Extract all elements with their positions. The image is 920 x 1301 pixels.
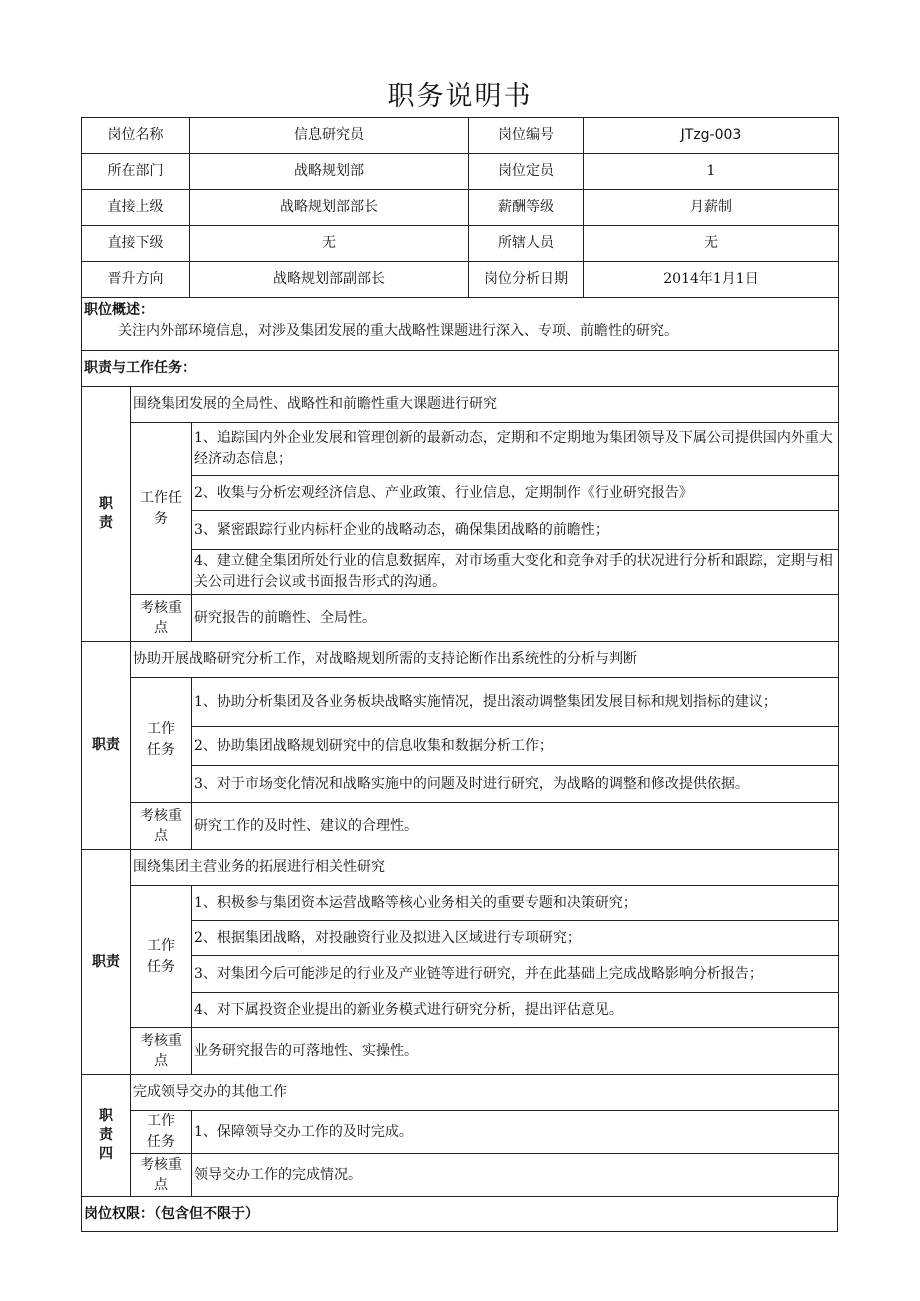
task-item: 3、紧密跟踪行业内标杆企业的战略动态，确保集团战略的前瞻性； [192,511,839,550]
header-row [82,154,839,190]
task-row [82,476,839,511]
header-value: 战略规划部 [190,154,469,190]
header-label: 晋升方向 [82,262,190,298]
duty-title-row [82,642,839,678]
duty-title: 围绕集团主营业务的拓展进行相关性研究 [131,850,839,886]
duty-title: 协助开展战略研究分析工作，对战略规划所需的支持论断作出系统性的分析与判断 [131,642,839,678]
task-item: 3、对集团今后可能涉足的行业及产业链等进行研究，并在此基础上完成战略影响分析报告； [192,956,839,993]
duty-title-row [82,1075,839,1111]
overview-row [82,298,839,351]
review-row [82,595,839,642]
task-row [82,423,839,476]
review-row [82,1028,839,1075]
duty-title-row [82,387,839,423]
header-label: 薪酬等级 [469,190,584,226]
rights-row [82,1197,838,1232]
task-item: 1、协助分析集团及各业务板块战略实施情况，提出滚动调整集团发展目标和规划指标的建议； [192,678,839,727]
review-row [82,803,839,850]
duty-label: 职责 [82,642,131,850]
task-label: 工作 任务 [131,886,192,1028]
page-title: 职务说明书 [387,81,533,112]
task-label: 工作 任务 [131,1111,192,1154]
task-row [82,1111,839,1154]
duty-label: 职 责 [82,387,131,642]
review-text: 业务研究报告的可落地性、实操性。 [192,1028,839,1075]
task-row [82,727,839,766]
job-description-document [81,117,838,1232]
duty-label: 职责 [82,850,131,1075]
header-value: 无 [584,226,839,262]
task-item: 1、积极参与集团资本运营战略等核心业务相关的重要专题和决策研究； [192,886,839,921]
header-label: 岗位定员 [469,154,584,190]
review-label: 考核重 点 [131,1154,192,1197]
duty-title: 完成领导交办的其他工作 [131,1075,839,1111]
header-value: 信息研究员 [190,118,469,154]
header-row [82,190,839,226]
review-text: 领导交办工作的完成情况。 [192,1154,839,1197]
review-text: 研究工作的及时性、建议的合理性。 [192,803,839,850]
task-row [82,956,839,993]
header-row [82,226,839,262]
header-table [81,117,839,387]
header-value: 月薪制 [584,190,839,226]
overview-heading: 职位概述： [84,302,154,318]
review-label: 考核重 点 [131,595,192,642]
task-row [82,678,839,727]
duty-title: 围绕集团发展的全局性、战略性和前瞻性重大课题进行研究 [131,387,839,423]
task-row [82,921,839,956]
review-label: 考核重 点 [131,1028,192,1075]
task-row [82,766,839,803]
header-label: 直接下级 [82,226,190,262]
task-row [82,550,839,595]
header-label: 岗位名称 [82,118,190,154]
task-item: 2、根据集团战略，对投融资行业及拟进入区域进行专项研究； [192,921,839,956]
header-row [82,262,839,298]
duty-title-row [82,850,839,886]
task-row [82,886,839,921]
header-label: 直接上级 [82,190,190,226]
task-item: 1、追踪国内外企业发展和管理创新的最新动态，定期和不定期地为集团领导及下属公司提供国内外重大经济动态信息； [192,423,839,476]
task-item: 4、建立健全集团所处行业的信息数据库，对市场重大变化和竞争对手的状况进行分析和跟踪，定期与相关公司进行会议或书面报告形式的沟通。 [192,550,839,595]
task-item: 2、协助集团战略规划研究中的信息收集和数据分析工作； [192,727,839,766]
header-value: 2014年1月1日 [584,262,839,298]
header-value: 战略规划部部长 [190,190,469,226]
duties-heading: 职责与工作任务： [82,351,839,387]
header-label: 岗位编号 [469,118,584,154]
task-row [82,993,839,1028]
header-label: 岗位分析日期 [469,262,584,298]
rights-table [81,1196,838,1232]
task-item: 3、对于市场变化情况和战略实施中的问题及时进行研究，为战略的调整和修改提供依据。 [192,766,839,803]
header-value: 1 [584,154,839,190]
header-label: 所在部门 [82,154,190,190]
review-row [82,1154,839,1197]
overview-text: 关注内外部环境信息，对涉及集团发展的重大战略性课题进行深入、专项、前瞻性的研究。 [118,323,678,339]
duties-heading-row [82,351,839,387]
task-item: 2、收集与分析宏观经济信息、产业政策、行业信息，定期制作《行业研究报告》 [192,476,839,511]
task-label: 工作任 务 [131,423,192,595]
header-row [82,118,839,154]
rights-heading: 岗位权限：（包含但不限于） [82,1197,838,1232]
task-label: 工作 任务 [131,678,192,803]
duties-table [81,386,839,1197]
review-text: 研究报告的前瞻性、全局性。 [192,595,839,642]
task-item: 1、保障领导交办工作的及时完成。 [192,1111,839,1154]
header-value: 无 [190,226,469,262]
review-label: 考核重 点 [131,803,192,850]
overview-cell [82,298,839,351]
task-item: 4、对下属投资企业提出的新业务模式进行研究分析，提出评估意见。 [192,993,839,1028]
task-row [82,511,839,550]
header-value: JTzg-003 [584,118,839,154]
duty-label: 职 责 四 [82,1075,131,1197]
header-label: 所辖人员 [469,226,584,262]
header-value: 战略规划部副部长 [190,262,469,298]
